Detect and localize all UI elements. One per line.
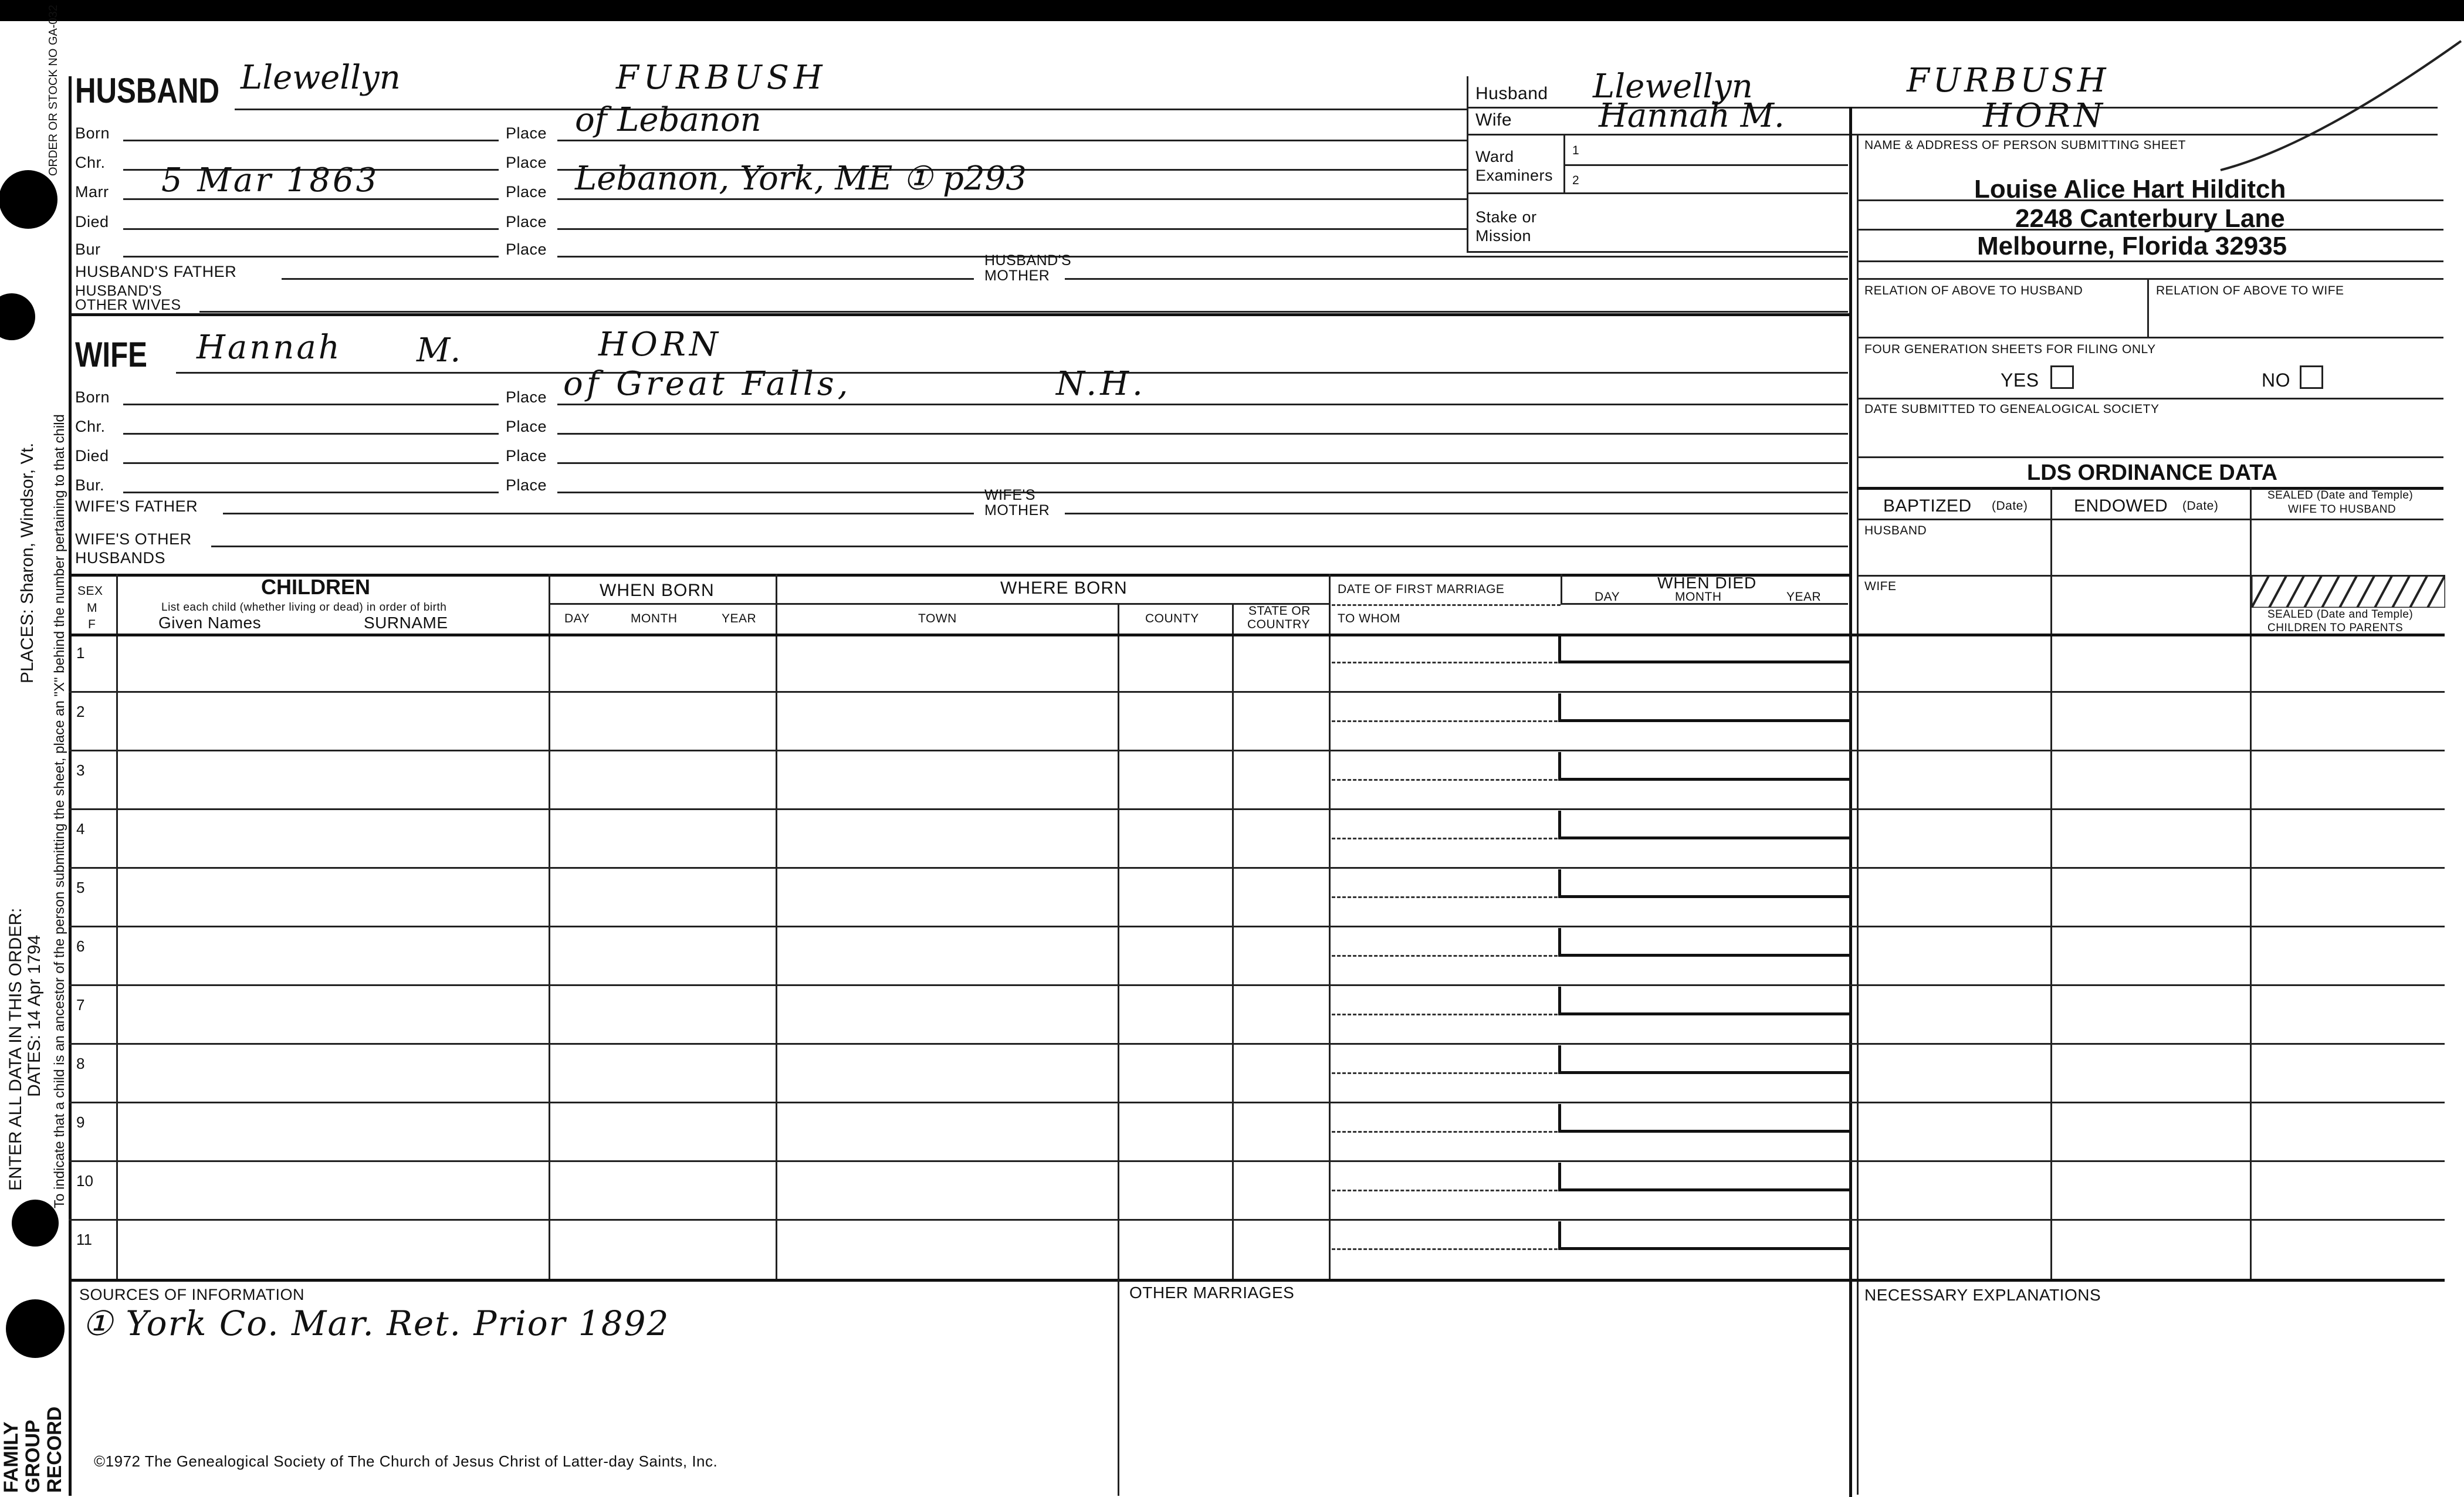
header-husband-label: Husband [1475, 84, 1548, 103]
husband-bur-place-line [557, 256, 1848, 258]
children-surname-label: SURNAME [364, 614, 448, 632]
wife-chr-label: Chr. [75, 418, 106, 435]
header-husband-given: Llewellyn [1593, 67, 1753, 106]
wife-born-date-line [123, 404, 499, 405]
lds-wife-label: WIFE [1864, 580, 1897, 593]
table-row [0, 985, 2464, 1044]
husband-marr-place: Lebanon, York, ME ① p293 [575, 160, 1027, 198]
husband-died-place-label: Place [506, 213, 547, 231]
wife-born-place-label: Place [506, 388, 547, 406]
wife-other-husbands-label-2: HUSBANDS [75, 549, 166, 567]
children-sex-label: SEX [77, 584, 103, 598]
header-stake-label-2: Mission [1475, 227, 1532, 245]
side-instruction: To indicate that a child is an ancestor of the person submitting the sheet, place an "X" behind the number pertaining to that child [52, 414, 67, 1208]
child-died-bracket [1558, 987, 1851, 1015]
top-border [0, 0, 2464, 21]
wife-chr-date-line [123, 433, 499, 435]
lds-sealed-wife-1: SEALED (Date and Temple) [2267, 489, 2414, 502]
child-died-bracket [1558, 1045, 1851, 1074]
child-died-bracket [1558, 1104, 1851, 1133]
side-title-group: GROUP [22, 1420, 44, 1493]
children-instruction: List each child (whether living or dead) in order of birth [161, 601, 447, 614]
header-husband-surname: FURBUSH [1907, 62, 2110, 100]
children-m-label: M [87, 601, 97, 615]
child-row-number: 1 [76, 644, 85, 662]
husband-other-wives-label-2: OTHER WIVES [75, 297, 181, 313]
four-gen-no-checkbox[interactable] [2300, 365, 2323, 389]
child-marriage-dash [1332, 955, 1558, 957]
side-dates: DATES: 14 Apr 1794 [25, 934, 44, 1097]
child-row-number: 5 [76, 879, 85, 896]
side-enter: ENTER ALL DATA IN THIS ORDER: [6, 907, 25, 1191]
husband-name-line [235, 109, 1467, 110]
child-marriage-dash [1332, 1072, 1558, 1074]
husband-died-place-line [557, 228, 1467, 230]
first-marriage-label: DATE OF FIRST MARRIAGE [1338, 582, 1505, 596]
wife-born-place: of Great Falls, [563, 365, 852, 403]
wife-bur-date-line [123, 492, 499, 493]
header-examiner-1: 1 [1572, 144, 1580, 157]
four-gen-label: FOUR GENERATION SHEETS FOR FILING ONLY [1864, 343, 2156, 356]
when-born-month: MONTH [631, 612, 678, 625]
child-marriage-dash [1332, 720, 1558, 722]
four-gen-yes-checkbox[interactable] [2050, 365, 2074, 389]
wife-born-label: Born [75, 388, 110, 406]
wife-given-name: Hannah [197, 328, 342, 367]
lds-endowed: ENDOWED [2074, 496, 2168, 516]
date-submitted-label: DATE SUBMITTED TO GENEALOGICAL SOCIETY [1864, 402, 2160, 416]
sources-label: SOURCES OF INFORMATION [79, 1286, 305, 1303]
submitter-city-line [1857, 260, 2443, 262]
relation-bottom [1857, 337, 2443, 338]
husband-born-place-line [557, 140, 1467, 141]
children-f-label: F [88, 618, 96, 631]
lds-title: LDS ORDINANCE DATA [2027, 460, 2278, 485]
when-died-day: DAY [1595, 590, 1620, 604]
lds-endowed-date: (Date) [2182, 499, 2219, 513]
to-whom-label: TO WHOM [1338, 612, 1400, 625]
wife-chr-place-label: Place [506, 418, 547, 435]
where-born-state-2: COUNTRY [1247, 618, 1310, 631]
child-marriage-dash [1332, 1190, 1558, 1191]
husband-born-place: of Lebanon [575, 101, 761, 139]
husband-mother-label-1: HUSBAND'S [984, 252, 1072, 269]
child-died-bracket [1558, 1221, 1851, 1250]
child-row-number: 3 [76, 761, 85, 779]
relation-divider [2147, 278, 2149, 337]
side-places: PLACES: Sharon, Windsor, Vt. [18, 442, 37, 683]
wife-surname: HORN [598, 326, 722, 364]
husband-marr-label: Marr [75, 183, 109, 201]
husband-mother-line [1065, 278, 1848, 280]
wife-other-husbands-label-1: WIFE'S OTHER [75, 530, 192, 548]
child-row-number: 8 [76, 1055, 85, 1072]
children-col-marriage [1561, 574, 1562, 603]
other-marriages-divider [1118, 1279, 1119, 1496]
husband-other-wives-line [199, 311, 1848, 313]
husband-died-label: Died [75, 213, 109, 231]
where-born-state-1: STATE OR [1248, 604, 1311, 618]
header-stake-label-1: Stake or [1475, 208, 1537, 226]
child-marriage-dash [1332, 896, 1558, 898]
header-examiners-divider [1563, 134, 1565, 192]
husband-born-date-line [123, 140, 499, 141]
husband-bur-date-line [123, 256, 499, 258]
relation-wife-label: RELATION OF ABOVE TO WIFE [2156, 284, 2344, 297]
when-died-label: WHEN DIED [1657, 574, 1757, 592]
table-row [0, 868, 2464, 927]
table-row [0, 810, 2464, 868]
child-died-bracket [1558, 1163, 1851, 1191]
submitter-name: Louise Alice Hart Hilditch [1974, 175, 2286, 204]
husband-chr-place-label: Place [506, 154, 547, 171]
other-marriages-label: OTHER MARRIAGES [1129, 1283, 1295, 1302]
lds-sealed-wife-2: WIFE TO HUSBAND [2288, 503, 2397, 516]
table-row [0, 1044, 2464, 1103]
when-born-label: WHEN BORN [600, 581, 715, 600]
header-ward-label: Ward [1475, 148, 1514, 165]
children-title: CHILDREN [261, 575, 370, 599]
child-marriage-dash [1332, 662, 1558, 663]
husband-mother-label-2: MOTHER [984, 267, 1050, 284]
lds-sealed-children-1: SEALED (Date and Temple) [2267, 608, 2414, 621]
child-died-bracket [1558, 869, 1851, 898]
husband-father-label: HUSBAND'S FATHER [75, 263, 237, 280]
header-wife-label: Wife [1475, 110, 1512, 130]
husband-father-line [282, 278, 974, 280]
sources-text: ① York Co. Mar. Ret. Prior 1892 [82, 1303, 670, 1343]
explanations-label: NECESSARY EXPLANATIONS [1864, 1286, 2101, 1304]
child-marriage-dash [1332, 1248, 1558, 1250]
wife-bur-place-label: Place [506, 476, 547, 494]
when-born-year: YEAR [722, 612, 757, 625]
where-born-label: WHERE BORN [1000, 578, 1128, 598]
pen-stroke-mark [2218, 35, 2464, 176]
header-box-left [1467, 76, 1468, 252]
punch-hole-4 [6, 1299, 65, 1358]
date-submitted-bottom [1857, 456, 2443, 458]
wife-died-place-label: Place [506, 447, 547, 465]
submitter-name-line [1857, 199, 2443, 201]
table-row [0, 1161, 2464, 1220]
husband-marr-place-label: Place [506, 183, 547, 201]
table-row [0, 634, 2464, 692]
child-marriage-dash [1332, 779, 1558, 781]
child-died-bracket [1558, 693, 1851, 722]
wife-born-place-line [557, 404, 1848, 405]
header-stake-bottom [1467, 251, 1848, 253]
wife-died-place-line [557, 462, 1848, 464]
child-row-number: 10 [76, 1172, 93, 1190]
child-marriage-dash [1332, 838, 1558, 839]
child-marriage-dash [1332, 1131, 1558, 1133]
header-ward-bottom [1467, 192, 1848, 194]
husband-marr-date-line [123, 198, 499, 200]
submitter-city: Melbourne, Florida 32935 [1977, 232, 2287, 260]
wife-name-line [176, 372, 1848, 374]
first-marriage-dash [1332, 604, 1561, 606]
submitter-street: 2248 Canterbury Lane [2015, 204, 2285, 233]
husband-marr-place-line [557, 198, 1467, 200]
four-gen-yes-label: YES [2001, 370, 2039, 391]
child-marriage-dash [1332, 1014, 1558, 1015]
table-row [0, 692, 2464, 751]
wife-mother-label-2: MOTHER [984, 502, 1050, 519]
husband-other-wives-label-1: HUSBAND'S [75, 283, 163, 299]
children-table-bottom [69, 1279, 2445, 1282]
punch-hole-2 [0, 293, 35, 340]
form-number: ORDER OR STOCK NO GA-032 [47, 5, 60, 176]
side-title-family: FAMILY [0, 1421, 22, 1493]
wife-died-label: Died [75, 447, 109, 465]
lds-sealed-children-2: CHILDREN TO PARENTS [2267, 622, 2404, 634]
lds-husband-label: HUSBAND [1864, 524, 1927, 537]
relation-husband-label: RELATION OF ABOVE TO HUSBAND [1864, 284, 2083, 297]
child-died-bracket [1558, 928, 1851, 957]
header-wife-given: Hannah M. [1599, 97, 1785, 135]
wife-father-line [223, 513, 974, 514]
children-given-label: Given Names [158, 614, 262, 632]
wife-born-state: N.H. [1056, 365, 1146, 403]
wife-middle-initial: M. [417, 331, 461, 370]
wife-father-label: WIFE'S FATHER [75, 497, 198, 515]
when-died-month: MONTH [1675, 590, 1722, 604]
when-born-day: DAY [564, 612, 590, 625]
table-row [0, 1103, 2464, 1161]
header-examiners-label: Examiners [1475, 167, 1553, 184]
wife-bur-label: Bur. [75, 476, 105, 494]
punch-hole-1 [0, 170, 57, 229]
husband-bur-label: Bur [75, 241, 101, 258]
child-row-number: 6 [76, 937, 85, 955]
table-row [0, 927, 2464, 985]
child-died-bracket [1558, 635, 1851, 663]
side-title-record: RECORD [43, 1406, 66, 1493]
wife-mother-line [1065, 513, 1848, 514]
header-examiner-1-line [1563, 164, 1848, 166]
header-wife-surname: HORN [1983, 97, 2106, 135]
child-row-number: 4 [76, 820, 85, 838]
husband-marr-date: 5 Mar 1863 [161, 161, 380, 199]
husband-bur-place-label: Place [506, 241, 547, 258]
wife-mother-label-1: WIFE'S [984, 487, 1035, 503]
husband-chr-label: Chr. [75, 154, 106, 171]
where-born-subline [776, 603, 1329, 605]
submitter-box-bottom [1857, 278, 2443, 280]
four-gen-bottom [1857, 398, 2443, 399]
when-born-subline [549, 603, 776, 605]
lds-baptized-date: (Date) [1992, 499, 2028, 513]
when-died-year: YEAR [1786, 590, 1822, 604]
husband-given-name: Llewellyn [241, 59, 401, 97]
husband-born-label: Born [75, 124, 110, 142]
husband-section-bottom [69, 313, 1849, 316]
wife-chr-place-line [557, 433, 1848, 435]
when-died-subline [1561, 603, 1848, 605]
lds-header-bottom [1857, 519, 2443, 520]
child-died-bracket [1558, 811, 1851, 839]
wife-other-husbands-line [211, 546, 1848, 547]
lds-baptized: BAPTIZED [1883, 496, 1972, 516]
wife-bur-place-line [557, 492, 1848, 493]
husband-heading: HUSBAND [75, 71, 219, 110]
submitter-street-line [1857, 229, 2443, 231]
where-born-town: TOWN [918, 612, 957, 625]
four-gen-no-label: NO [2262, 370, 2290, 391]
child-row-number: 7 [76, 996, 85, 1014]
copyright: ©1972 The Genealogical Society of The Church of Jesus Christ of Latter-day Saints, Inc. [94, 1452, 718, 1470]
child-row-number: 11 [76, 1231, 92, 1248]
child-row-number: 9 [76, 1113, 85, 1131]
lds-hatch-area [2252, 575, 2445, 608]
table-row [0, 751, 2464, 810]
husband-died-date-line [123, 228, 499, 230]
where-born-county: COUNTY [1145, 612, 1199, 625]
header-examiner-2: 2 [1572, 174, 1580, 187]
table-row [0, 1220, 2464, 1279]
husband-born-place-label: Place [506, 124, 547, 142]
wife-died-date-line [123, 462, 499, 464]
child-died-bracket [1558, 752, 1851, 781]
husband-surname: FURBUSH [616, 59, 827, 97]
submitter-label: NAME & ADDRESS OF PERSON SUBMITTING SHEET [1864, 138, 2186, 152]
child-row-number: 2 [76, 703, 85, 720]
wife-heading: WIFE [75, 335, 147, 374]
